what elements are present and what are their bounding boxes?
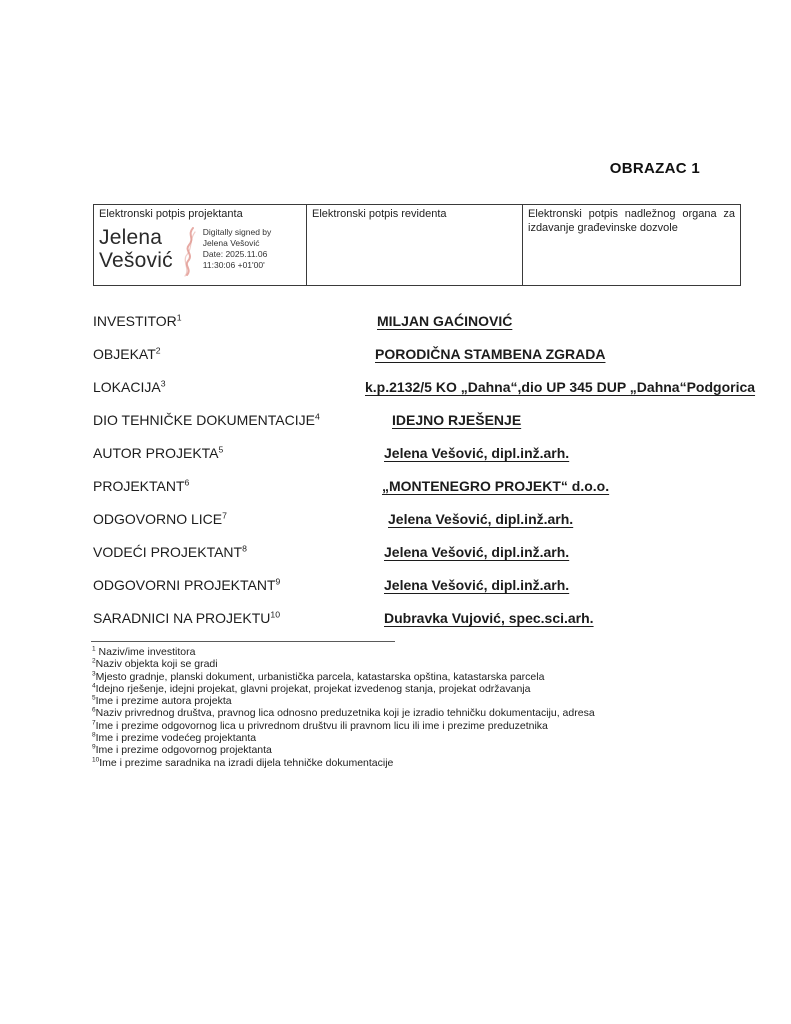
form-fields (93, 312, 756, 643)
footnote-separator (91, 641, 395, 642)
designer-signature-header: Elektronski potpis projektanta (99, 208, 243, 220)
signature-table-row (94, 205, 741, 286)
field-label: LOKACIJA$^3$ (93, 378, 166, 395)
footnote-1: $^1$ Naziv/ime investitora (92, 645, 196, 658)
field-label: PROJEKTANT$^6$ (93, 477, 190, 494)
form-title: OBRAZAC 1 (609, 160, 700, 177)
footnote-8: $^8$Ime i prezime vodećeg projektanta (92, 731, 257, 745)
footnote-6: $^6$Naziv privrednog društva, pravnog lica odnosno preduzetnika koji je izradio tehničku dokumentaciju, adresa (92, 706, 595, 720)
field-row-projektant (93, 478, 707, 511)
footnote-7: $^7$Ime i prezime odgovornog lica u privrednom društvu ili pravnom licu ili ime i prezime preduzetnika (92, 719, 548, 732)
footnote-2: $^2$Naziv objekta koji se gradi (92, 657, 218, 671)
field-value: „MONTENEGRO PROJEKT“ d.o.o. (382, 478, 610, 494)
field-label: OBJEKAT$^2$ (93, 345, 161, 362)
signature-details: Digitally signed by Jelena Vešović Date: 2025.11.06 11:30:06 +01'00' (202, 226, 272, 270)
field-row-investitor (93, 313, 707, 346)
field-value: Jelena Vešović, dipl.inž.arh. (384, 577, 570, 593)
field-label: ODGOVORNO LICE$^7$ (93, 510, 227, 527)
field-value: IDEJNO RJEŠENJE (392, 412, 522, 428)
cell-authority-signature (523, 205, 741, 286)
footnotes (92, 646, 732, 769)
field-row-odgovorno-lice (93, 511, 707, 544)
field-label: SARADNICI NA PROJEKTU$^{10}$ (93, 609, 281, 626)
footnote-3: $^3$Mjesto gradnje, planski dokument, urbanistička parcela, katastarska opština, katastarska parcela (92, 670, 545, 683)
field-value: MILJAN GAĆINOVIĆ (377, 313, 513, 329)
field-label: DIO TEHNIČKE DOKUMENTACIJE$^4$ (93, 411, 320, 428)
cell-reviewer-signature (307, 205, 523, 286)
reviewer-signature-header: Elektronski potpis revidenta (312, 208, 447, 220)
field-row-odgovorni-projektant (93, 577, 707, 610)
field-label: ODGOVORNI PROJEKTANT$^9$ (93, 576, 281, 593)
field-row-autor-projekta (93, 445, 707, 478)
signature-table (93, 204, 741, 286)
field-row-lokacija (93, 378, 756, 412)
signature-name: Jelena Vešović (99, 225, 173, 273)
footnote-5: $^5$Ime i prezime autora projekta (92, 694, 232, 708)
field-row-objekat (93, 346, 707, 379)
field-label: INVESTITOR$^1$ (93, 312, 182, 329)
field-value: PORODIČNA STAMBENA ZGRADA (375, 346, 606, 362)
field-row-saradnici-na-projektu (93, 610, 707, 643)
field-row-dio-tehnicke-dokumentacije (93, 412, 707, 445)
footnote-4: $^4$Idejno rješenje, idejni projekat, glavni projekat, projekat izvedenog stanja, projekat održavanja (92, 682, 531, 695)
digital-signature-block (99, 226, 301, 278)
field-value: Dubravka Vujović, spec.sci.arh. (384, 610, 594, 626)
field-label: VODEĆI PROJEKTANT$^8$ (93, 543, 247, 560)
field-value: k.p.2132/5 KO „Dahna“,dio UP 345 DUP „Dahna“Podgorica (365, 379, 756, 395)
field-label: AUTOR PROJEKTA$^5$ (93, 444, 224, 461)
footnote-10: $^{10}$Ime i prezime saradnika na izradi dijela tehničke dokumentacije (92, 756, 394, 769)
signature-flourish-icon (179, 226, 201, 278)
footnote-9: $^9$Ime i prezime odgovornog projektanta (92, 743, 272, 757)
field-value: Jelena Vešović, dipl.inž.arh. (388, 511, 574, 527)
field-row-vodeci-projektant (93, 544, 707, 577)
field-value: Jelena Vešović, dipl.inž.arh. (384, 445, 570, 461)
authority-signature-header: Elektronski potpis nadležnog organa za izdavanje građevinske dozvole (528, 208, 735, 234)
field-value: Jelena Vešović, dipl.inž.arh. (384, 544, 570, 560)
cell-designer-signature (94, 205, 307, 286)
